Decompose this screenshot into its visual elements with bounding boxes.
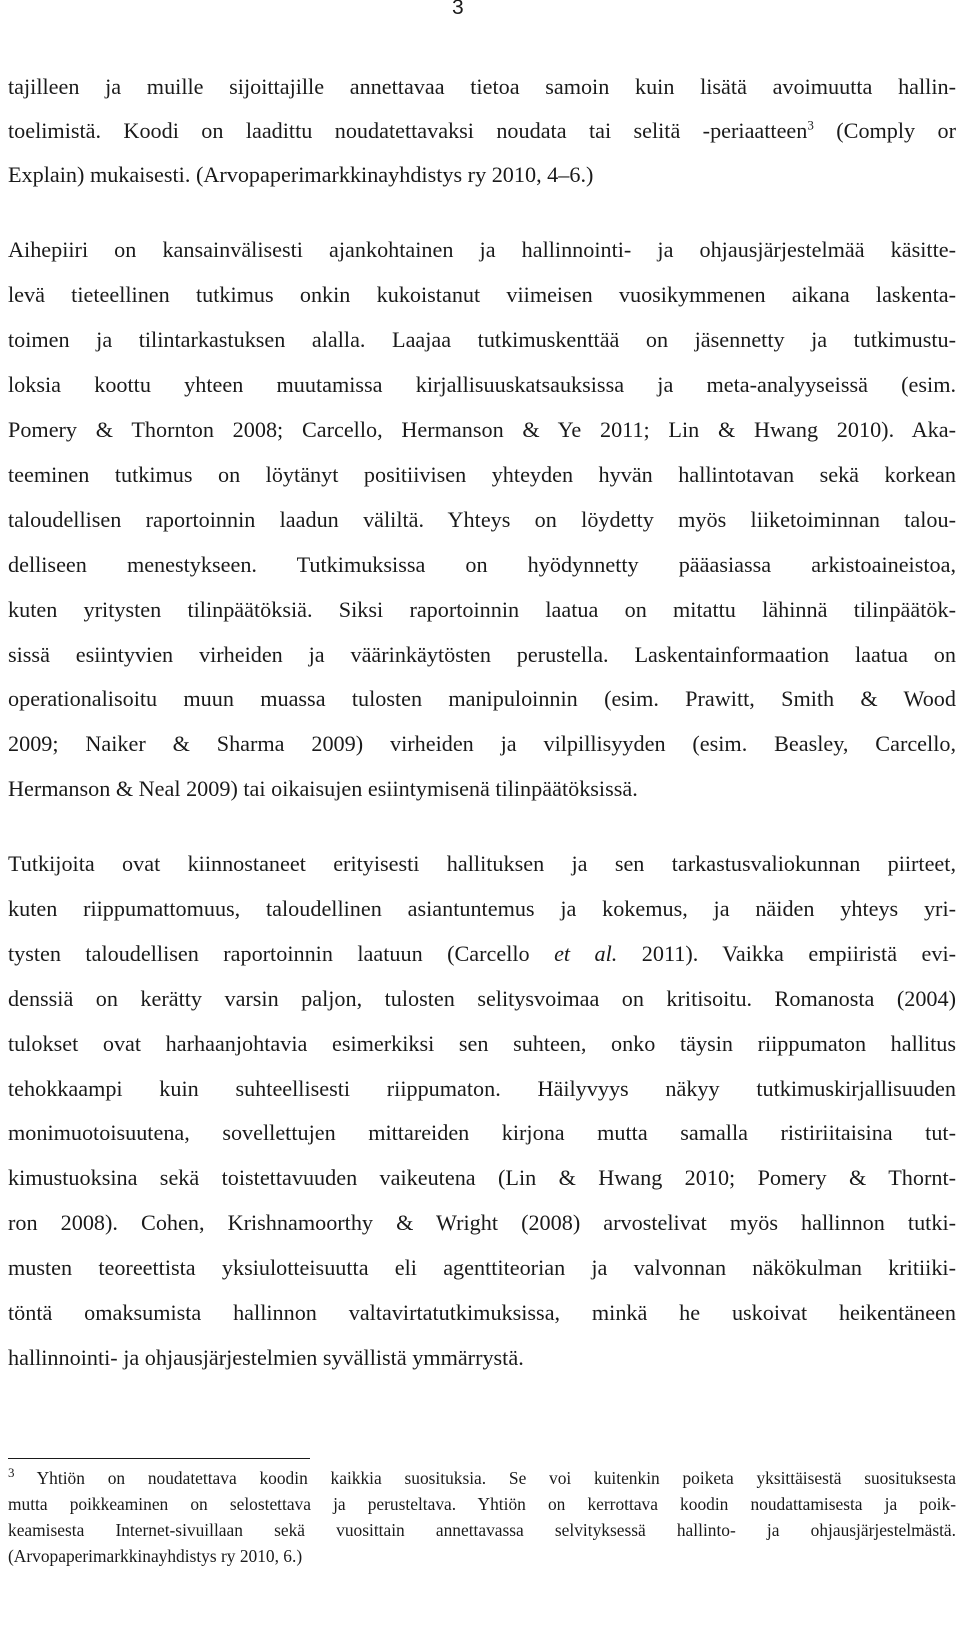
- text-line: teeminen tutkimus on löytänyt positiivisen yhteyden hyvän hallintotavan sekä korkean: [8, 462, 956, 487]
- text-line: musten teoreettista yksiulotteisuutta eli agenttiteorian ja valvonnan näkökulman kritiiki-: [8, 1255, 956, 1280]
- text-span: toelimistä. Koodi on laadittu noudatettavaksi noudata tai selitä -periaatteen: [8, 118, 808, 143]
- text-span: tysten taloudellisen raportoinnin laatuun (Carcello: [8, 941, 555, 966]
- text-span: (Comply or: [813, 118, 957, 143]
- italic-text: et al.: [554, 941, 618, 966]
- footnote-marker: 3: [8, 1465, 15, 1481]
- text-line: tajilleen ja muille sijoittajille annettavaa tietoa samoin kuin lisätä avoimuutta hallin-: [8, 74, 956, 99]
- footnote-line: (Arvopaperimarkkinayhdistys ry 2010, 6.): [8, 1546, 303, 1566]
- text-line: kuten riippumattomuus, taloudellinen asiantuntemus ja kokemus, ja näiden yhteys yri-: [8, 896, 956, 921]
- text-line: loksia koottu yhteen muutamissa kirjallisuuskatsauksissa ja meta-analyyseissä (esim.: [8, 372, 956, 397]
- footnote-ref: 3: [807, 117, 814, 133]
- text-line: ron 2008). Cohen, Krishnamoorthy & Wright (2008) arvostelivat myös hallinnon tutki-: [8, 1210, 956, 1235]
- text-line: monimuotoisuutena, sovellettujen mittareiden kirjona mutta samalla ristiriitaisina tut-: [8, 1120, 956, 1145]
- text-line: levä tieteellinen tutkimus onkin kukoistanut viimeisen vuosikymmenen aikana laskenta-: [8, 282, 956, 307]
- text-line: [8, 116, 956, 146]
- footnote-line: [8, 1466, 956, 1490]
- footnote-line: mutta poikkeaminen on selostettava ja perusteltava. Yhtiön on kerrottava koodin noudattamisesta ja poik-: [8, 1494, 956, 1514]
- text-line: Tutkijoita ovat kiinnostaneet erityisesti hallituksen ja sen tarkastusvaliokunnan piirteet,: [8, 851, 956, 876]
- text-line: tehokkaampi kuin suhteellisesti riippumaton. Häilyvyys näkyy tutkimuskirjallisuuden: [8, 1076, 956, 1101]
- footnote-divider: [8, 1458, 310, 1459]
- text-line: toimen ja tilintarkastuksen alalla. Laajaa tutkimuskenttää on jäsennetty ja tutkimustu-: [8, 327, 956, 352]
- text-line: denssiä on kerätty varsin paljon, tulosten selitysvoimaa on kritisoitu. Romanosta (2004): [8, 986, 956, 1011]
- text-line: kimustuoksina sekä toistettavuuden vaikeutena (Lin & Hwang 2010; Pomery & Thornt-: [8, 1165, 956, 1190]
- text-line: Explain) mukaisesti. (Arvopaperimarkkinayhdistys ry 2010, 4–6.): [8, 162, 594, 187]
- footnote-line: keamisesta Internet-sivuillaan sekä vuosittain annettavassa selvityksessä hallinto- ja ohjausjärjestelmästä.: [8, 1520, 956, 1540]
- text-span: Yhtiön on noudatettava koodin kaikkia suosituksia. Se voi kuitenkin poiketa yksittäisestä suosituksesta: [14, 1468, 956, 1488]
- text-line: [8, 939, 956, 969]
- text-line: tulokset ovat harhaanjohtavia esimerkiksi sen suhteen, onko täysin riippumaton hallitus: [8, 1031, 956, 1056]
- text-line: Aihepiiri on kansainvälisesti ajankohtainen ja hallinnointi- ja ohjausjärjestelmää käsitte-: [8, 237, 956, 262]
- text-line: 2009; Naiker & Sharma 2009) virheiden ja vilpillisyyden (esim. Beasley, Carcello,: [8, 731, 956, 756]
- text-line: Pomery & Thornton 2008; Carcello, Hermanson & Ye 2011; Lin & Hwang 2010). Aka-: [8, 417, 956, 442]
- text-line: Hermanson & Neal 2009) tai oikaisujen esiintymisenä tilinpäätöksissä.: [8, 776, 638, 801]
- text-line: delliseen menestykseen. Tutkimuksissa on hyödynnetty pääasiassa arkistoaineistoa,: [8, 552, 956, 577]
- page-number: 3: [452, 0, 464, 19]
- text-line: töntä omaksumista hallinnon valtavirtatutkimuksissa, minkä he uskoivat heikentäneen: [8, 1300, 956, 1325]
- text-line: sissä esiintyvien virheiden ja väärinkäytösten perustella. Laskentainformaation laatua on: [8, 642, 956, 667]
- text-line: kuten yritysten tilinpäätöksiä. Siksi raportoinnin laatua on mitattu lähinnä tilinpäätök-: [8, 597, 956, 622]
- text-line: taloudellisen raportoinnin laadun väliltä. Yhteys on löydetty myös liiketoiminnan talou-: [8, 507, 956, 532]
- text-line: hallinnointi- ja ohjausjärjestelmien syvällistä ymmärrystä.: [8, 1345, 524, 1370]
- text-span: 2011). Vaikka empiiristä evi-: [617, 941, 956, 966]
- text-line: operationalisoitu muun muassa tulosten manipuloinnin (esim. Prawitt, Smith & Wood: [8, 686, 956, 711]
